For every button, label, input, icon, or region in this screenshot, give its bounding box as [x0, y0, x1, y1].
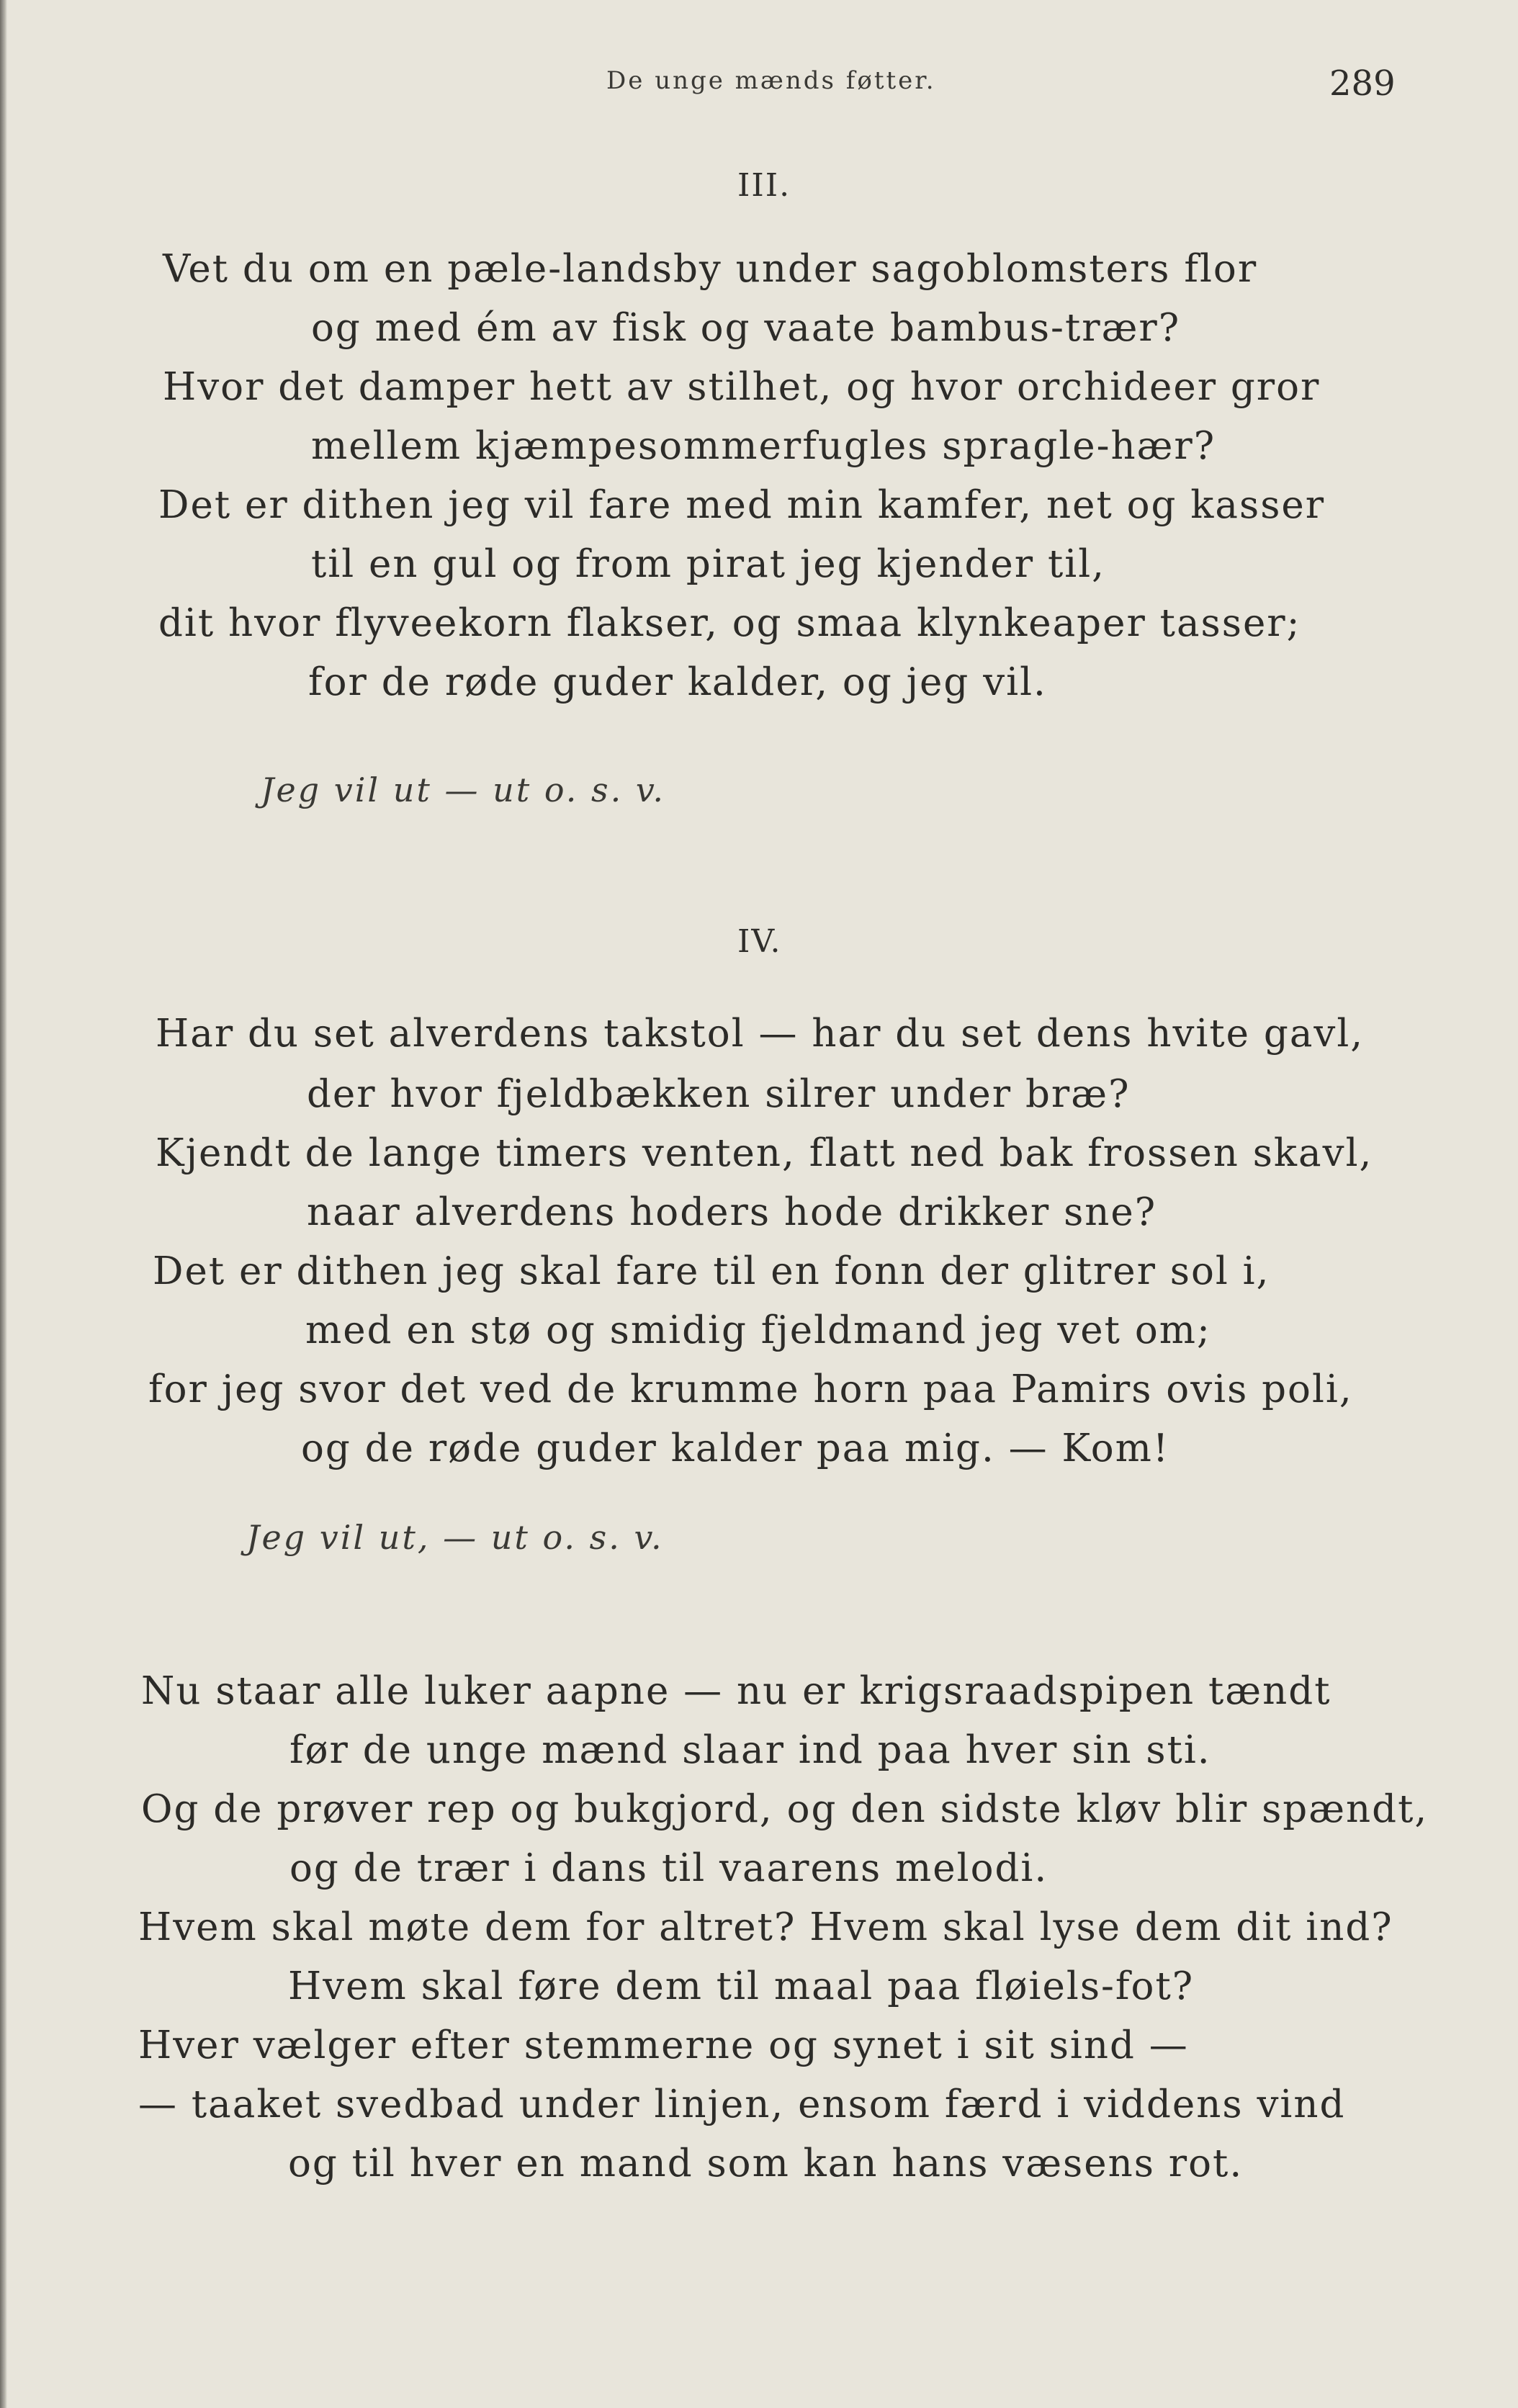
- verse-line: Hvor det damper hett av stilhet, og hvor orchideer gror: [163, 365, 1321, 409]
- refrain: Jeg vil ut, — ut o. s. v.: [246, 1518, 664, 1557]
- verse-line: og de trær i dans til vaarens melodi.: [289, 1846, 1048, 1890]
- verse-line: Vet du om en pæle-landsby under sagoblomsters flor: [163, 247, 1258, 291]
- verse-line: for jeg svor det ved de krumme horn paa Pamirs ovis poli,: [148, 1367, 1353, 1411]
- section-3-heading: III.: [737, 167, 791, 204]
- verse-line: Nu staar alle luker aapne — nu er krigsraadspipen tændt: [141, 1669, 1331, 1713]
- verse-line: og til hver en mand som kan hans væsens rot.: [288, 2142, 1244, 2185]
- verse-line: dit hvor flyveekorn flakser, og smaa klynkeaper tasser;: [158, 601, 1301, 645]
- verse-line: til en gul og from pirat jeg kjender til,: [311, 542, 1106, 586]
- verse-line: Og de prøver rep og bukgjord, og den sidste kløv blir spændt,: [141, 1787, 1429, 1831]
- verse-line: mellem kjæmpesommerfugles spragle-hær?: [311, 424, 1216, 468]
- section-4-heading: IV.: [737, 923, 782, 960]
- verse-line: Hvem skal møte dem for altret? Hvem skal lyse dem dit ind?: [138, 1905, 1393, 1949]
- verse-line: med en stø og smidig fjeldmand jeg vet om;: [305, 1308, 1211, 1352]
- verse-line: og de røde guder kalder paa mig. — Kom!: [301, 1427, 1170, 1470]
- verse-line: for de røde guder kalder, og jeg vil.: [308, 660, 1047, 704]
- verse-line: — taaket svedbad under linjen, ensom færd i viddens vind: [138, 2083, 1346, 2126]
- verse-line: Det er dithen jeg vil fare med min kamfer, net og kasser: [158, 483, 1326, 527]
- running-head: De unge mænds føtter.: [606, 66, 936, 95]
- verse-line: Kjendt de lange timers venten, flatt ned bak frossen skavl,: [156, 1131, 1373, 1175]
- verse-line: og med ém av fisk og vaate bambus-trær?: [311, 306, 1181, 350]
- verse-line: Hvem skal føre dem til maal paa fløiels-fot?: [288, 1964, 1195, 2008]
- page-number: 289: [1329, 63, 1396, 104]
- verse-line: Det er dithen jeg skal fare til en fonn der glitrer sol i,: [153, 1249, 1270, 1293]
- verse-line: Har du set alverdens takstol — har du set dens hvite gavl,: [156, 1012, 1365, 1056]
- verse-line: naar alverdens hoders hode drikker sne?: [307, 1190, 1157, 1234]
- verse-line: før de unge mænd slaar ind paa hver sin sti.: [289, 1728, 1211, 1772]
- binding-edge: [0, 0, 7, 2408]
- refrain: Jeg vil ut — ut o. s. v.: [261, 771, 665, 809]
- verse-line: der hvor fjeldbækken silrer under bræ?: [307, 1072, 1131, 1116]
- verse-line: Hver vælger efter stemmerne og synet i sit sind —: [138, 2023, 1189, 2067]
